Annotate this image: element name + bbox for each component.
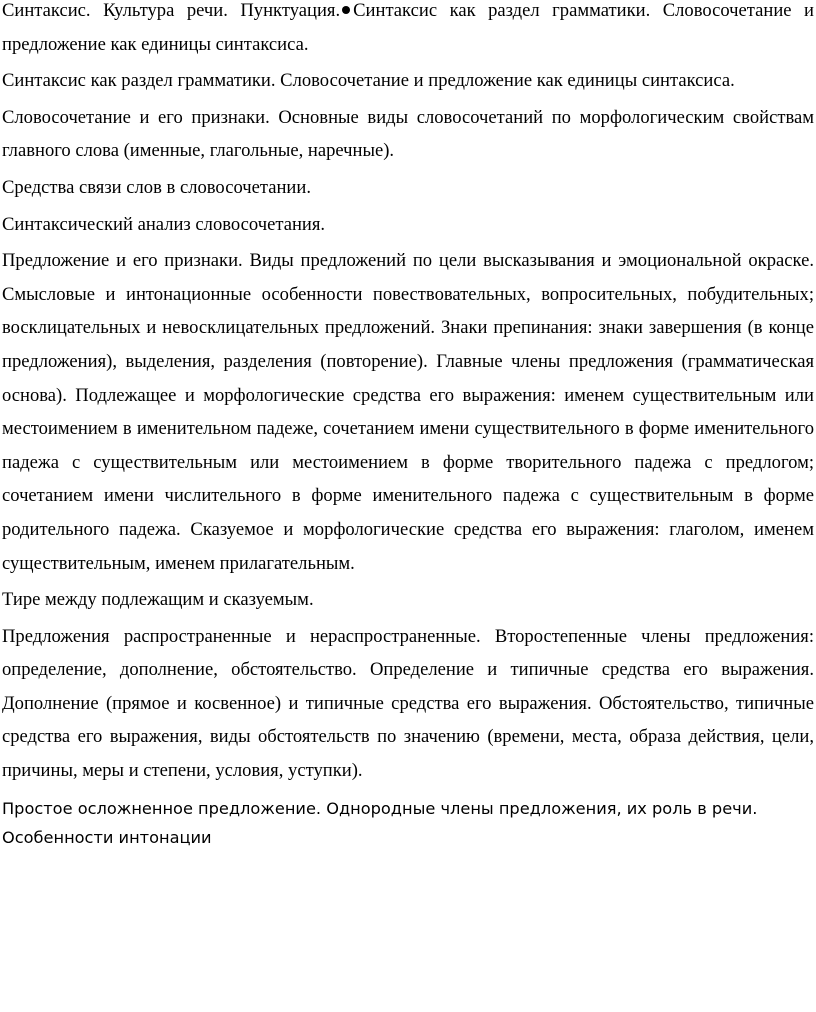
paragraph: Предложения распространенные и нераспространенные. Второстепенные члены предложения: определение, дополнение, обстоятельство. Определение и типичные средства его выражения. Дополнение (прямое и косвенное) и типичные средства его выражения. Обстоятельство, типичные средства его выражения, виды обстоятельств по значению (времени, места, образа действия, цели, причины, меры и степени, условия, уступки). [2, 625, 814, 782]
footer-line: Особенности интонации [2, 827, 212, 847]
paragraph: Синтаксический анализ словосочетания. [2, 213, 326, 235]
paragraph: Тире между подлежащим и сказуемым. [2, 589, 314, 611]
bullet-icon [342, 6, 350, 14]
heading-part-1: Синтаксис. Культура речи. Пунктуация. [2, 0, 341, 21]
heading-paragraph [2, 0, 814, 61]
paragraph: Предложение и его признаки. Виды предложений по цели высказывания и эмоциональной окраске. Смысловые и интонационные особенности повествовательных, вопросительных, побудительных; восклицательных и невосклицательных предложений. Знаки препинания: знаки завершения (в конце предложения), выделения, разделения (повторение). Главные члены предложения (грамматическая основа). Подлежащее и морфологические средства его выражения: именем существительным или местоимением в именительном падеже, сочетанием имени существительного в форме именительного падежа с существительным или местоимением в форме творительного падежа с предлогом; сочетанием имени числительного в форме именительного падежа с существительным в форме родительного падежа. Сказуемое и морфологические средства его выражения: глаголом, именем существительным, именем прилагательным. [2, 250, 814, 574]
paragraph: Синтаксис как раздел грамматики. Словосочетание и предложение как единицы синтаксиса. [2, 70, 735, 92]
paragraph: Средства связи слов в словосочетании. [2, 176, 311, 198]
footer-line: Простое осложненное предложение. Однородные члены предложения, их роль в речи. [2, 798, 758, 818]
paragraph: Словосочетание и его признаки. Основные виды словосочетаний по морфологическим свойствам главного слова (именные, глагольные, наречные). [2, 106, 814, 162]
heading-part-2: Синтаксис как раздел грамматики. Словосочетание и предложение как единицы синтаксиса. [2, 0, 814, 55]
